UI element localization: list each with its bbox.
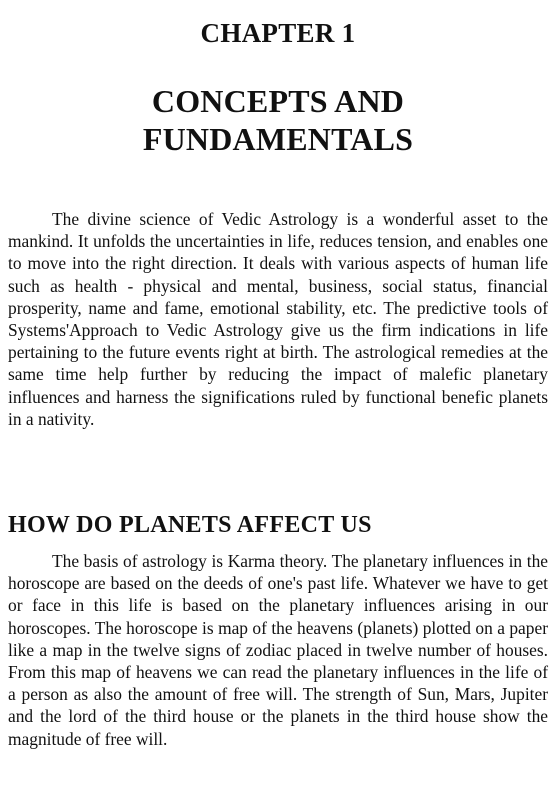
intro-paragraph: The divine science of Vedic Astrology is a wonderful asset to the mankind. It unfolds the uncertainties in life, reduces tension, and enables one to move into the right direction. It deals with various aspects of human life such as health - physical and mental, business, social status, financial prosperity, name and fame, emotional stability, etc. The predictive tools of Systems'Approach to Vedic Astrology give us the firm indications in life pertaining to the future events right at birth. The astrological remedies at the same time help further by reducing the impact of malefic planetary influences and harness the significations ruled by functional benefic planets in a nativity. bbox=[8, 209, 548, 429]
chapter-title-line-1: CONCEPTS AND bbox=[151, 83, 405, 119]
chapter-number: CHAPTER 1 bbox=[200, 18, 356, 48]
section-heading: HOW DO PLANETS AFFECT US bbox=[8, 512, 372, 538]
chapter-title-line-2: FUNDAMENTALS bbox=[142, 121, 414, 157]
section-paragraph: The basis of astrology is Karma theory. The planetary influences in the horoscope are based on the deeds of one's past life. Whatever we have to get or face in this life is based on the planetary influences arising in our horoscopes. The horoscope is map of the heavens (planets) plotted on a paper like a map in the twelve signs of zodiac placed in twelve number of houses. From this map of heavens we can read the planetary influences in the life of a person as also the amount of free will. The strength of Sun, Mars, Jupiter and the lord of the third house or the planets in the third house show the magnitude of free will. bbox=[8, 551, 548, 749]
chapter-title bbox=[0, 82, 556, 158]
